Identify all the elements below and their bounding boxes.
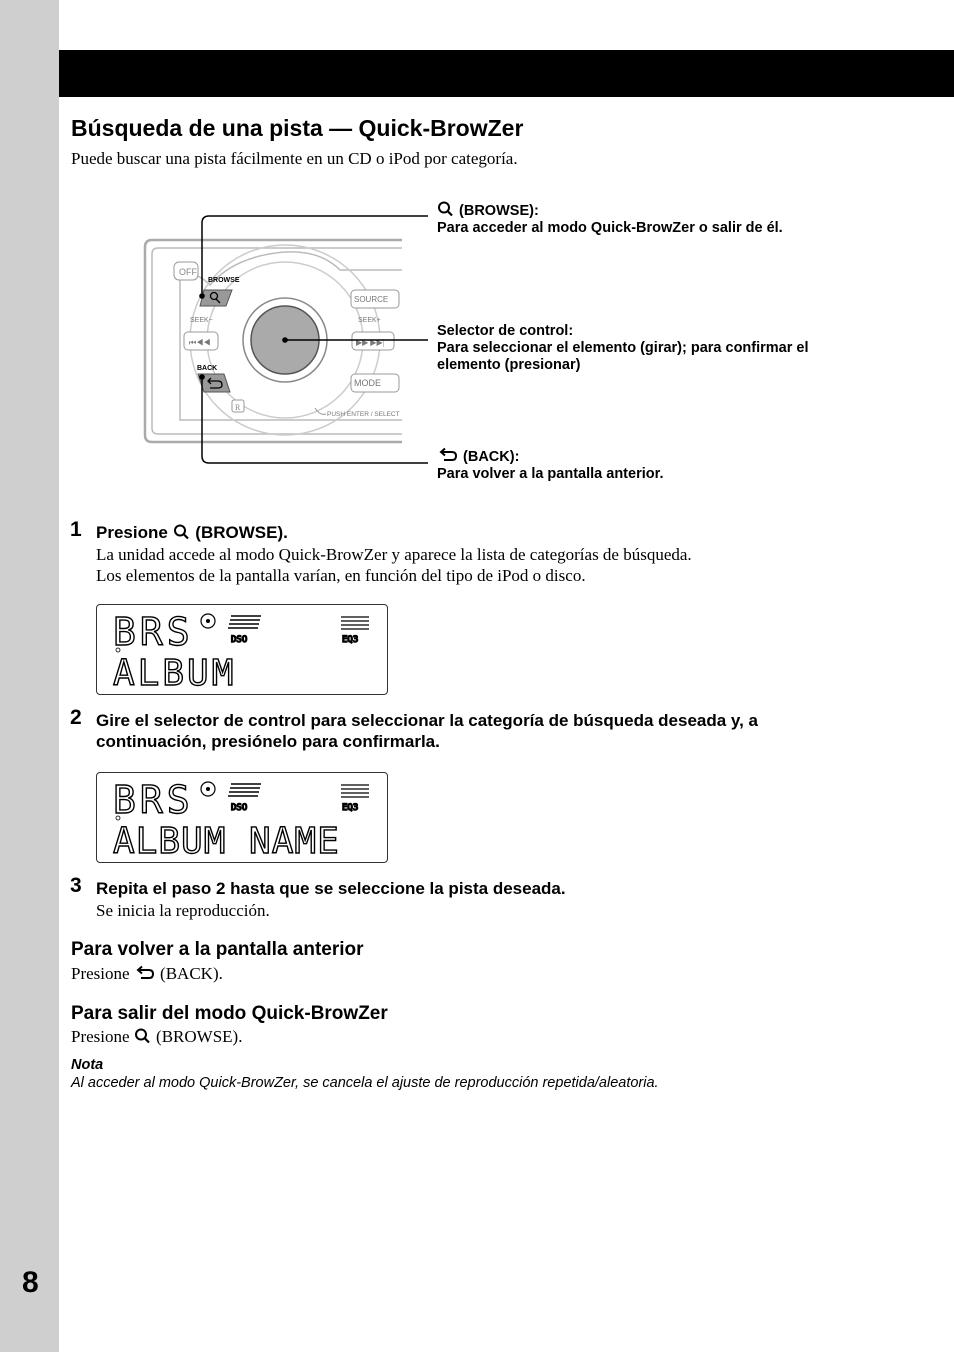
browse-label: BROWSE: [208, 277, 240, 284]
seek-plus-label: SEEK+: [358, 317, 381, 324]
svg-text:R: R: [235, 403, 241, 412]
step-3-number: 3: [70, 874, 82, 897]
lcd-2-top: BRS: [113, 778, 194, 822]
step-1-title-pre: Presione: [96, 523, 168, 542]
lcd-display-1: [96, 604, 388, 695]
lcd-1-eq-bars: [341, 617, 369, 629]
callout-back-desc: Para volver a la pantalla anterior.: [437, 466, 664, 482]
lcd-2-eq-bars: [341, 785, 369, 797]
off-label: OFF: [179, 267, 197, 277]
step-1-number: 1: [70, 518, 82, 541]
step-1-title-post: (BROWSE).: [195, 523, 288, 542]
callout-browse-desc: Para acceder al modo Quick-BrowZer o salir de él.: [437, 220, 783, 236]
lcd-1-bottom: ALBUM: [113, 653, 237, 694]
lcd-display-2: [96, 772, 388, 863]
section-back-pre: Presione: [71, 964, 130, 983]
section-exit-text: [71, 1027, 242, 1047]
seek-minus-label: SEEK−: [190, 317, 213, 324]
source-label: SOURCE: [354, 295, 389, 304]
lcd-1-dso: DSO: [231, 635, 248, 645]
section-back-text: [71, 964, 223, 984]
step-1-line-2: Los elementos de la pantalla varían, en función del tipo de iPod o disco.: [96, 566, 586, 585]
lcd-2-level-bars: [228, 784, 261, 796]
section-back-post: (BACK).: [160, 964, 223, 983]
lcd-1-level-bars: [228, 616, 261, 628]
back-label: BACK: [197, 365, 218, 372]
header-bar: [59, 50, 954, 97]
page-sidebar: [0, 0, 59, 1352]
callout-selector-desc-2: elemento (presionar): [437, 357, 581, 373]
page-title: Búsqueda de una pista — Quick-BrowZer: [71, 115, 524, 141]
callout-selector-desc-1: Para seleccionar el elemento (girar); para confirmar el: [437, 340, 809, 356]
note-title: Nota: [71, 1057, 104, 1073]
step-3-line-1: Se inicia la reproducción.: [96, 901, 270, 920]
lcd-2-eq: EQ3: [342, 803, 359, 813]
section-exit-post: (BROWSE).: [156, 1027, 243, 1046]
intro-text: Puede buscar una pista fácilmente en un CD o iPod por categoría.: [71, 149, 518, 168]
mode-label: MODE: [354, 378, 381, 388]
step-1-title: [96, 522, 288, 543]
callout-lines: [195, 210, 440, 470]
callout-back-head: (BACK):: [463, 449, 520, 465]
lcd-1-eq: EQ3: [342, 635, 359, 645]
callout-browse: [437, 201, 783, 237]
step-3-title: Repita el paso 2 hasta que se seleccione la pista deseada.: [96, 879, 566, 898]
search-icon: [173, 524, 191, 540]
step-2-number: 2: [70, 706, 82, 729]
section-back-heading: Para volver a la pantalla anterior: [71, 939, 364, 960]
callout-browse-head: (BROWSE):: [459, 203, 539, 219]
callout-selector: [437, 323, 809, 374]
callout-selector-head: Selector de control:: [437, 323, 574, 339]
step-2-title-1: Gire el selector de control para seleccionar la categoría de búsqueda deseada y, a: [96, 711, 759, 730]
search-icon: [134, 1028, 152, 1044]
lcd-2-bottom: ALBUM NAME: [113, 821, 340, 862]
lcd-2-dso: DSO: [231, 803, 248, 813]
callout-back: [437, 447, 663, 483]
push-enter-label: PUSH ENTER / SELECT: [327, 411, 400, 418]
page-number: 8: [22, 1266, 39, 1299]
lcd-1-top: BRS: [113, 610, 194, 654]
svg-text:▶▶ ▶▶|: ▶▶ ▶▶|: [356, 338, 385, 347]
svg-text:⏮◀◀: ⏮◀◀: [189, 338, 211, 347]
back-icon: [437, 447, 459, 463]
section-exit-pre: Presione: [71, 1027, 130, 1046]
step-2-title-2: continuación, presiónelo para confirmarla.: [96, 732, 440, 751]
search-icon: [437, 201, 455, 217]
section-exit-heading: Para salir del modo Quick-BrowZer: [71, 1003, 388, 1024]
back-icon: [134, 965, 156, 981]
note-text: Al acceder al modo Quick-BrowZer, se cancela el ajuste de reproducción repetida/aleatoria.: [71, 1075, 659, 1091]
step-1-line-1: La unidad accede al modo Quick-BrowZer y aparece la lista de categorías de búsqueda.: [96, 545, 692, 564]
